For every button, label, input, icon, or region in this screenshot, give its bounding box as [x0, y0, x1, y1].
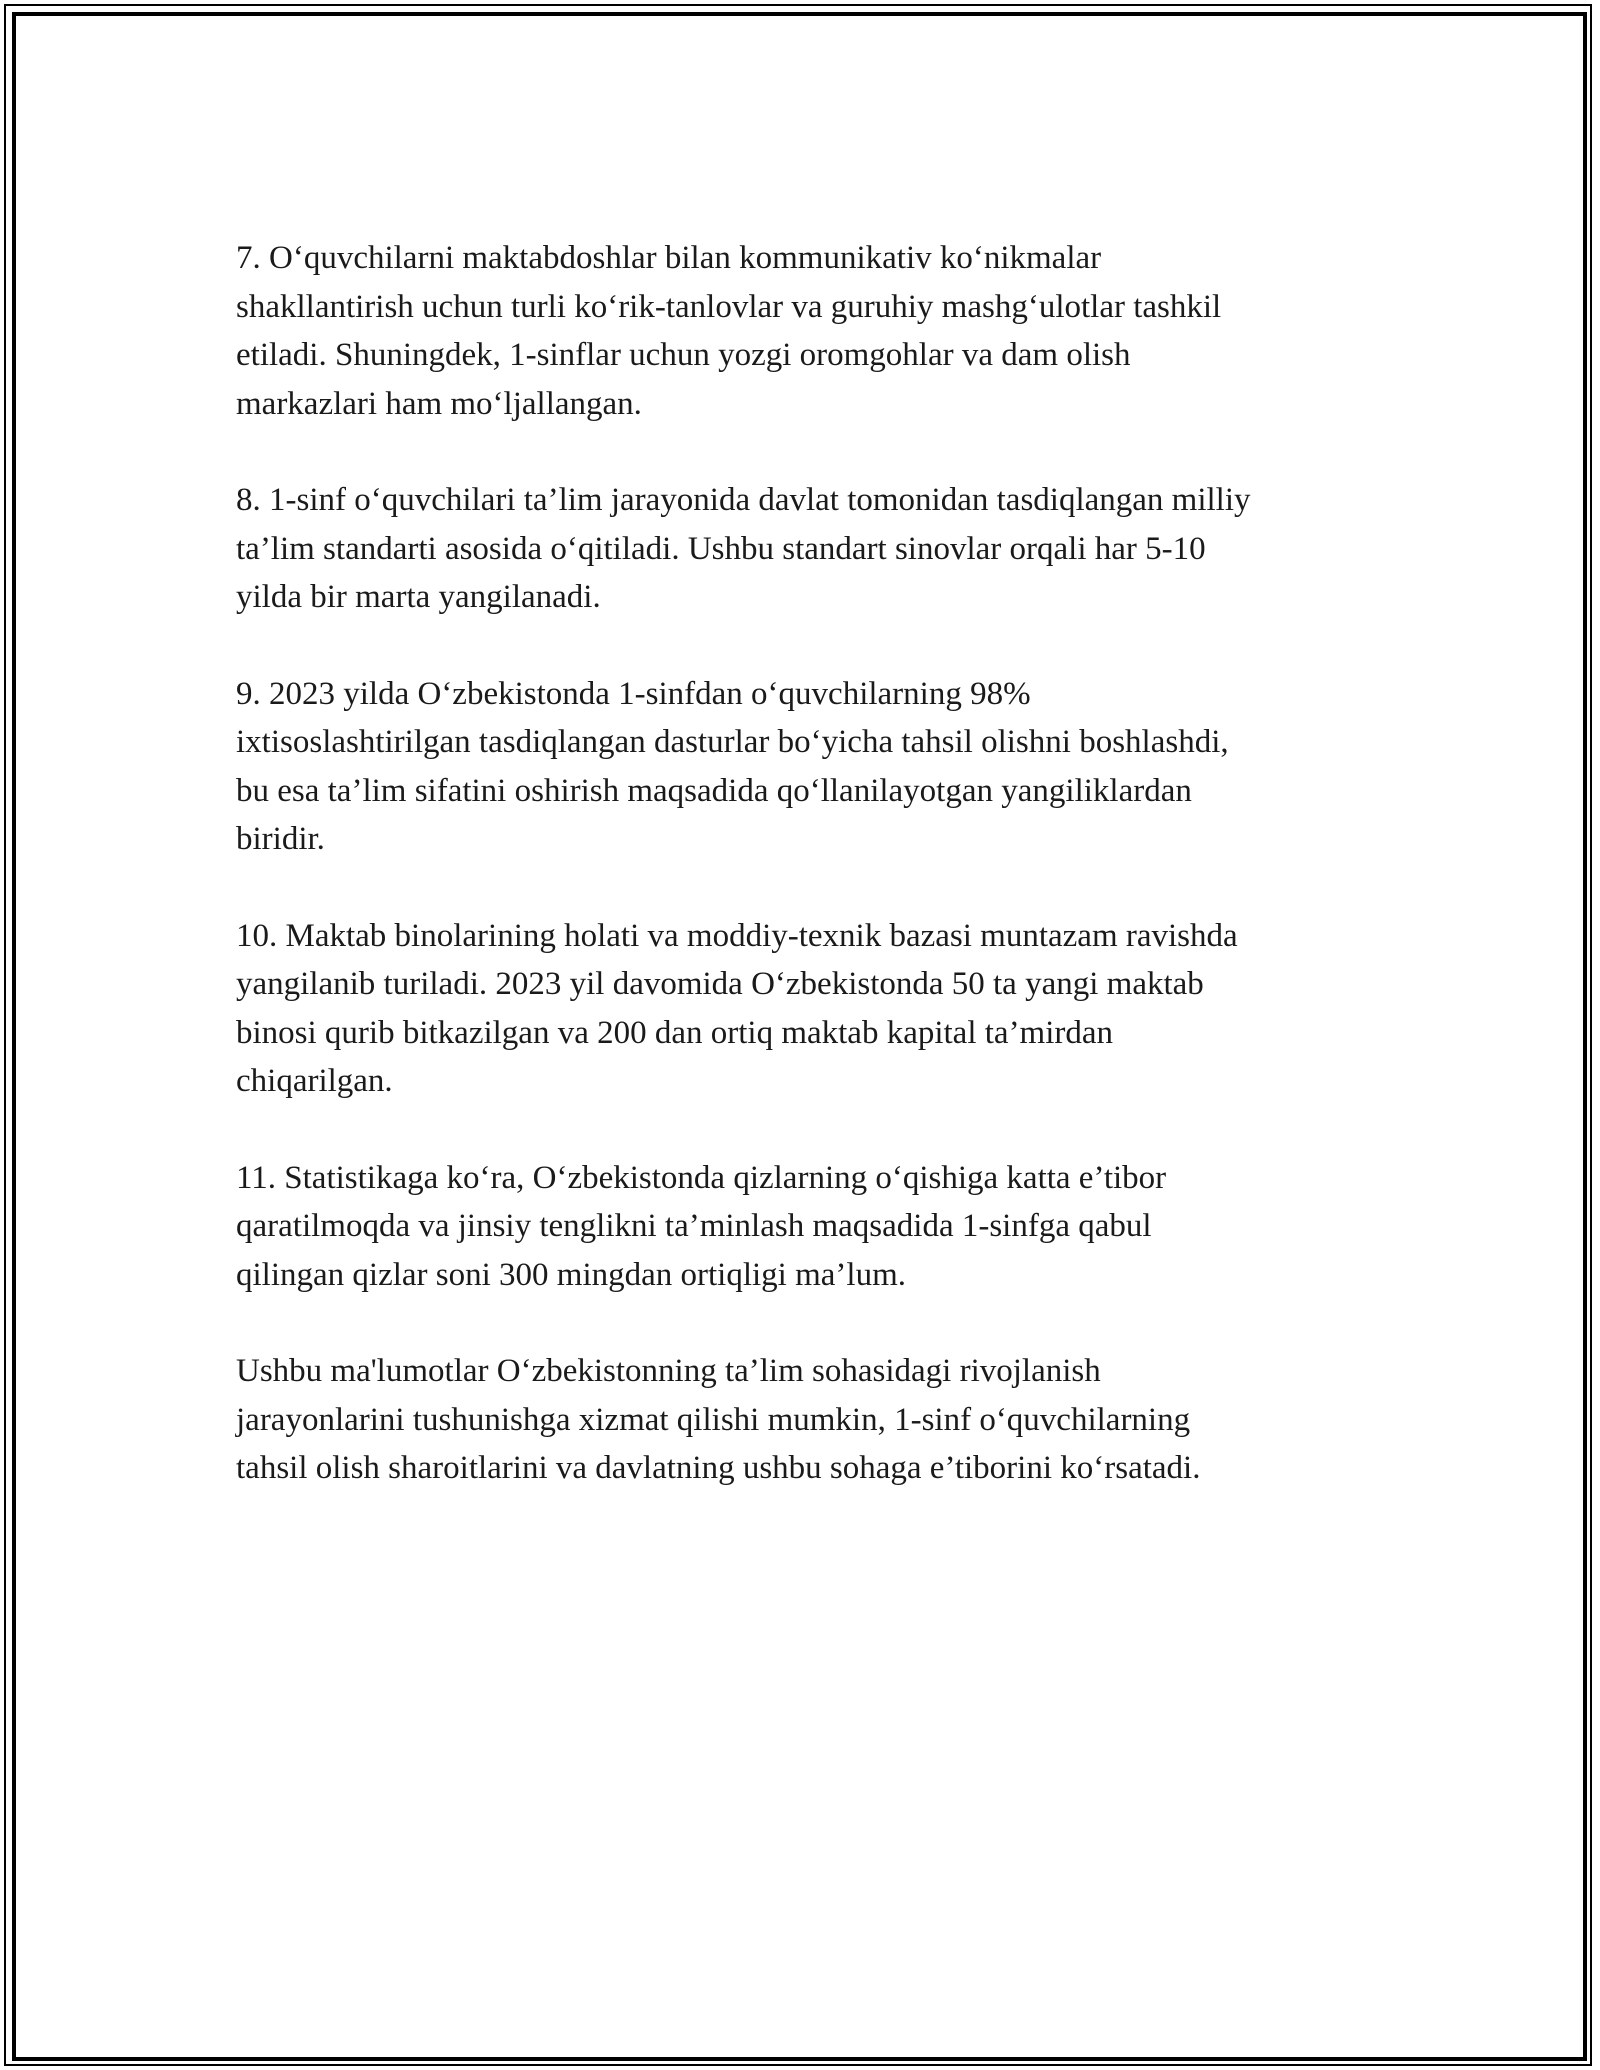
paragraph-item-11: 11. Statistikaga ko‘ra, O‘zbekistonda qizlarning o‘qishiga katta e’tibor qaratilmoqda va jinsiy tenglikni ta’minlash maqsadida 1-sinfga qabul qilingan qizlar soni 300 mingdan ortiqligi ma’lum.	[236, 1159, 1167, 1293]
paragraph-item-7: 7. O‘quvchilarni maktabdoshlar bilan kommunikativ ko‘nikmalar shakllantirish uchun turli ko‘rik-tanlovlar va guruhiy mashg‘ulotlar tashkil etiladi. Shuningdek, 1-sinflar uchun yozgi oromgohlar va dam olish markazlari ham mo‘ljallangan.	[236, 240, 1222, 422]
paragraph-item-10: 10. Maktab binolarining holati va moddiy-texnik bazasi muntazam ravishda yangilanib turiladi. 2023 yil davomida O‘zbekistonda 50 ta yangi maktab binosi qurib bitkazilgan va 200 dan ortiq maktab kapital ta’mirdan chiqarilgan.	[236, 917, 1238, 1099]
paragraph-conclusion: Ushbu ma'lumotlar O‘zbekistonning ta’lim sohasidagi rivojlanish jarayonlarini tushunishga xizmat qilishi mumkin, 1-sinf o‘quvchilarning tahsil olish sharoitlarini va davlatning ushbu sohaga e’tiborini ko‘rsatadi.	[236, 1353, 1201, 1486]
paragraph-item-8: 8. 1-sinf o‘quvchilari ta’lim jarayonida davlat tomonidan tasdiqlangan milliy ta’lim standarti asosida o‘qitiladi. Ushbu standart sinovlar orqali har 5-10 yilda bir marta yangilanadi.	[236, 482, 1251, 615]
paragraph-item-9: 9. 2023 yilda O‘zbekistonda 1-sinfdan o‘quvchilarning 98% ixtisoslashtirilgan tasdiqlangan dasturlar bo‘yicha tahsil olishni boshlashdi, bu esa ta’lim sifatini oshirish maqsadida qo‘llanilayotgan yangiliklardan biridir.	[236, 675, 1229, 857]
document-body	[236, 234, 1366, 1493]
